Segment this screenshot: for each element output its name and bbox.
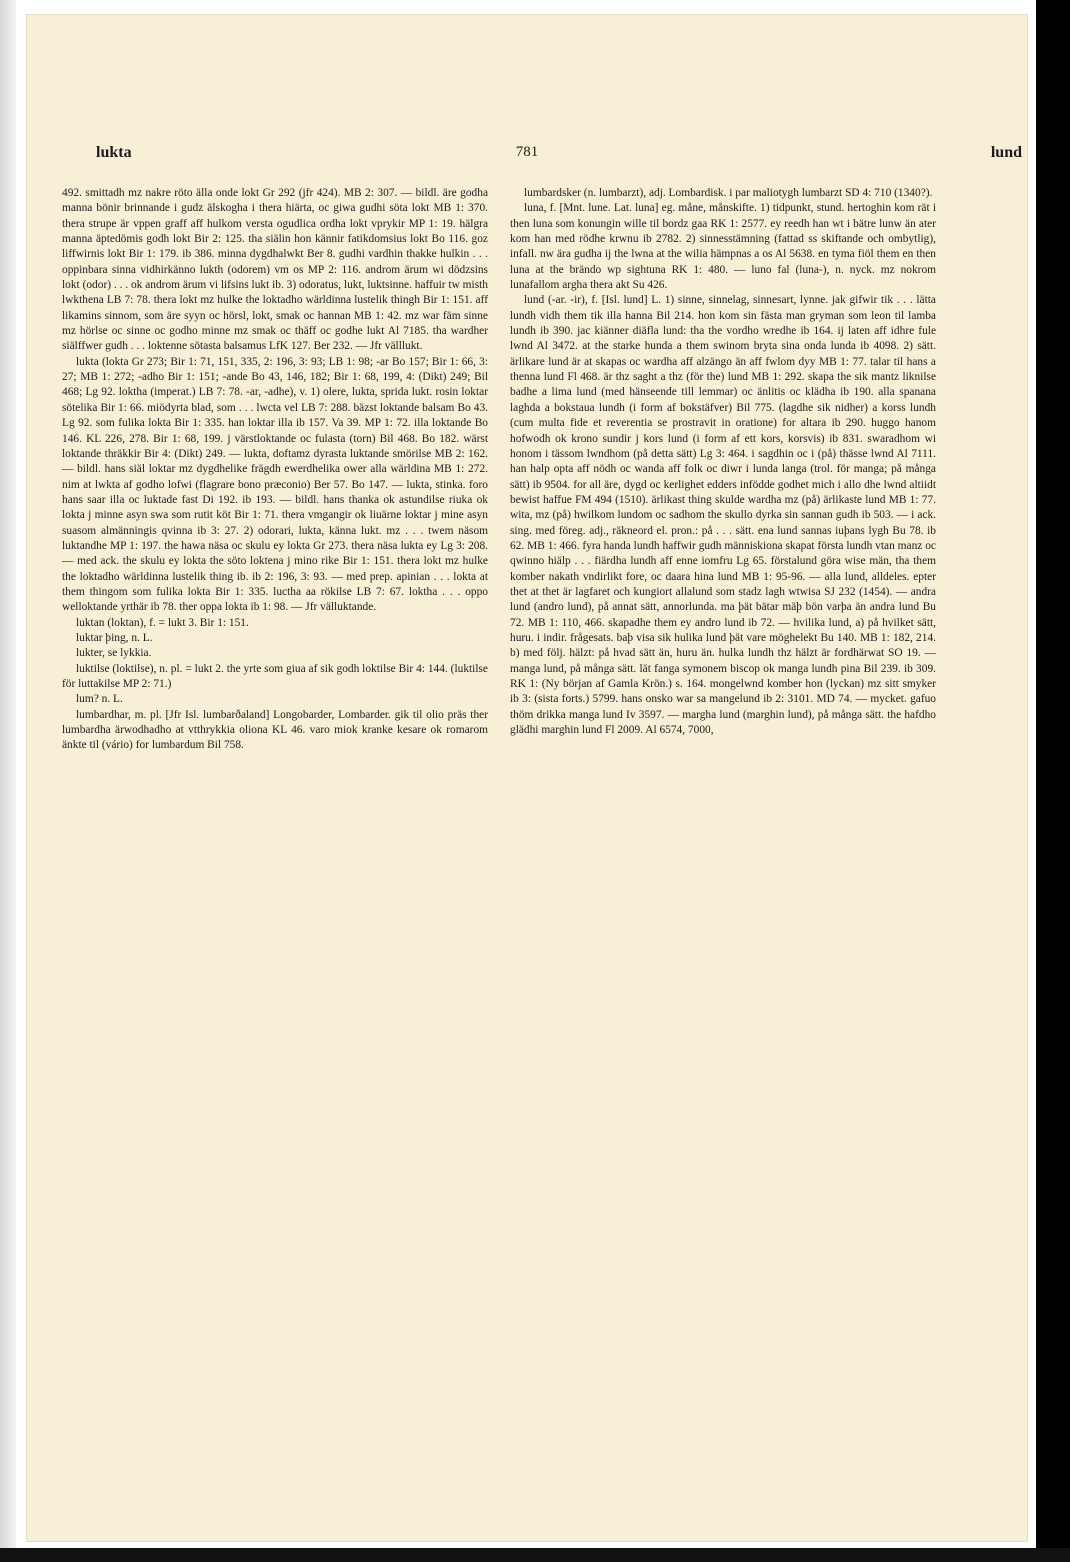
entry-lukter: lukter, se lykkia. [76,647,152,660]
scan-right-edge [1036,0,1070,1562]
entry-lukt-continuation: 492. smittadh mz nakre röto älla onde lokt Gr 292 (jfr 424). MB 2: 307. — bildl. äre godha manna bönir brinnande i gudz älskogha i thera hiärta, oc giwa gudhi söta lokt MB 1: 370. thera strupe är vppen graff aff hulkom versta ogudlica ordha lokt vprykir MP 1: 19. hälgra manna äptedömis godh lokt Bir 2: 125. tha siälin hon kännir fatikdomsius lokt Bo 116. goz liffwirnis lokt Bir 1: 179. ib 386. minna dygdhalwkt Ber 8. gudhi vardhin thakke hulkin . . . oppinbara sinna vidhirkänno lukth (odorem) vm os MP 2: 116. androm ärum wi dödzsins lokt (odor) . . . ok androm ärum vi lifsins lukt ib. 3) odoratus, lukt, luktsinne. haffuir tw misth lwkthena LB 7: 78. thera lokt mz hulke the loktadho wärldinna lustelik thingh Bir 1: 151. aff likamins sinnom, som äre syyn oc hörsl, lokt, smak oc hannan MB 1: 42. mz war fäm sinne mz hörlse oc sinne oc godho minne mz smak oc thäff oc godhe lukt Al 7185. tha wardher siälffwer gudh . . . loktenne sötasta balsamus LfK 127. Ber 232. — Jfr välllukt. [62,187,488,353]
running-header [26,144,1028,170]
entry-luktilse: luktilse (loktilse), n. pl. = lukt 2. the yrte som giua af sik godh loktilse Bir 4: 144. (luktilse för luttakilse MP 2: 71.) [62,662,488,690]
left-column [62,186,488,754]
entry-lukta: lukta (lokta Gr 273; Bir 1: 71, 151, 335, 2: 196, 3: 93; LB 1: 98; -ar Bo 157; Bir 1: 66, 3: 27; MB 1: 272; -adho Bir 1: 151; -ande Bo 43, 146, 182; Bir 1: 68, 199, 4: (Dikt) 249; Bil 468; Lg 92. loktha (imperat.) LB 7: 78. -ar, -adhe), v. 1) olere, lukta, sprida lukt. rosin loktar sötelika Bir 1: 66. miödyrta blad, som . . . lwcta vel LB 7: 288. bäzst loktande balsam Bo 43. Lg 92. som fulika lokta Bir 1: 335. han loktar illa ib 157. Va 39. MP 1: 72. illa loktande Bo 146. KL 226, 278. Bir 1: 68, 199. j värstloktande oc fulasta (torn) Bil 468. Bo 182. wärst loktande thräkkir Bir 4: (Dikt) 249. — lukta, doftamz dyrasta luktande smörilse MB 2: 162. — bildl. hans siäl loktar mz dygdhelike frägdh ewerdhelika ower alla wärldina MB 1: 272. nim at lwkta af godho lofwi (flagrare bono præconio) Ber 57. Bo 147. — lukta, stinka. foro hans saar illa oc luktade fast Di 192. ib 193. — bildl. hans thanka ok astundilse riuka ok lokta j minne asyn swa som rutit köt Bir 1: 71. thera vmgangir ok liuärne loktar j mine asyn suasom almänningis qvinna ib 3: 27. 2) odorari, lukta, känna lukt. mz . . . twem näsom luktandhe MP 1: 197. the hawa näsa oc skulu ey lokta Gr 273. thera näsa lukta ey Lg 3: 208. — med ack. the skulu ey lokta the söto loktena j mino rike Bir 1: 151. thera lokt mz hulke the loktadho wärldinna lustelik thing ib. ib 2: 196, 3: 93. — med prep. apinian . . . lokta at them thingom som fulika lokta Bir 1: 335. luctha aa rökilse LB 7: 67. loktha . . . oppo welloktande yrthär ib 78. ther oppa lokta ib 1: 98. — Jfr välluktande. [62,355,488,614]
header-left-word: lukta [96,144,132,161]
entry-lumbardhar: lumbardhar, m. pl. [Jfr Isl. lumbarðaland] Longobarder, Lombarder. gik til olio präs ther lumbardha ärwodhadho at vtthrykkia oliona KL 46. varo miok kranke kesare ok romarom änkte til (vário) for lumbardum Bil 758. [62,708,488,752]
entry-luna: luna, f. [Mnt. lune. Lat. luna] eg. måne, månskifte. 1) tidpunkt, stund. hertoghin kom rät i then luna som konungin wille til bordz gaa RK 1: 2577. ey reedh han wt i bätre lunw än ater kom han med rödhe krwnu ib 2782. 2) sinnesstämning (fattad ss skiftande och ombytlig), infall. nw ära gudha ij the lwna at the wilia hämpnas a os Al 5638. en tyma fiöl them en then luna at the brändo wp sightuna RK 1: 480. — luno fal (luna-), n. nyck. mz nokrom lunafallom argha thera akt Su 426. [510,202,936,292]
entry-lumbardsker: lumbardsker (n. lumbarzt), adj. Lombardisk. i par maliotygh lumbarzt SD 4: 710 (1340?). [524,187,933,199]
scan-bottom-edge [0,1548,1070,1562]
entry-lund: lund (-ar. -ir), f. [Isl. lund] L. 1) sinne, sinnelag, sinnesart, lynne. jak gifwir tik . . . lätta lundh vidh them tik illa hanna Bil 214. hon kom sin fästa man gryman som leon til lamba lundh ib 390. jac kiänner diäfla lund: tha the vordho wredhe ib 164. ij laten aff idhre fule lwnd Al 3472. at the starke hunda a them swinom bryta sina onda lunda ib 4098. 2) sätt. ärlikare lund är at skapas oc wardha aff alzängo än aff fwlom dyy MB 1: 77. talar til hans a thenna lund Fl 468. är thz saght a thz (för the) lund MB 1: 292. skapa the sik mantz liknilse badhe a lima lund (med hänseende till lemmar) oc änlitis oc klädha ib 190. alla spanana laghda a bokstaua lundh (i form af bokstäfver) Bil 775. (lagdhe sik nidher) a korss lundh (cum multa fide et reverentia se prostravit in oratione) for altara ib 290. huggo hanom hofwodh ok krono sundir j kors lund (i form af ett kors, korsvis) ib 831. swaradhom wi honom i tässom lwndhom (på detta sätt) Lg 3: 464. i sagdhin oc i (på) thässe lwnd Al 7111. han halp opta aff nödh oc wanda aff folk oc diwr i lunda langa (trol. för manga; på många sätt) ib 9504. for all äre, dygd oc kerlighet edders infödde godhet mich i allo dhe lwnd altiidt bewist haffue FM 494 (1510). ärlikast thing skulde wardha mz (på) ärlikaste lund MB 1: 77. wita, mz (på) hwilkom lundom oc sadhom the skullo dyrka sin sannan gudh ib 503. — i ack. sing. med föreg. adj., räkneord el. pron.: på . . . sätt. ena lund sannas iuþans lygh Bu 78. ib 62. MB 1: 466. fyra handa lundh haffwir gudh människiona skapat första lundh vtan manz oc qwinno hiälp . . . fiärdha lundh aff enne iomfru Lg 65. förstalund göra wise män, tha them komber nakath vndirlikt fore, oc daara hina lund MB 1: 95-96. — alla lund, alldeles. epter thet at thet är lagfaret och kungiort allalund som stadz lagh wtwisa SJ 232 (1454). — andra lund (andro lund), på annat sätt, annorlunda. ma þät bätar mäþ bön varþa än andra lund Bu 72. MB 1: 110, 466. skapadhe them ey andro lund ib 72. — hvilika lund, a) på hvilket sätt, huru. i indir. frågesats. baþ visa sik hulika lund þät vare möghelekt Bu 140. MB 1: 182, 214. b) med följ. hälzt: på hvad sätt än, huru än. hulka lundh thz hälzt är fordhärwat SO 19. — manga lund, på många sätt. lät fanga symonem biscop ok manga lundh pina Bil 239. ib 309. RK 1: (Ny början af Gamla Krön.) s. 164. mongelwnd komber hon (lyckan) mz sitt smyker ib 3: (sista forts.) 5799. hans onsko war sa mangelund ib 2: 3101. MD 74. — mycket. gafuo thöm drikka manga lund Iv 3597. — margha lund (marghin lund), på många sätt. the hafdho glädhi marghin lund Fl 2009. Al 6574, 7000, [510,294,936,737]
page-number: 781 [515,144,539,160]
entry-lum: lum? n. L. [76,693,123,706]
entry-luktan: luktan (loktan), f. = lukt 3. Bir 1: 151. [76,616,249,629]
dictionary-page [26,14,1028,1542]
scan-left-edge [0,0,16,1562]
entry-luktar-thing: luktar þing, n. L. [76,631,153,644]
header-right-word: lund [990,144,1022,161]
right-column [510,186,936,738]
